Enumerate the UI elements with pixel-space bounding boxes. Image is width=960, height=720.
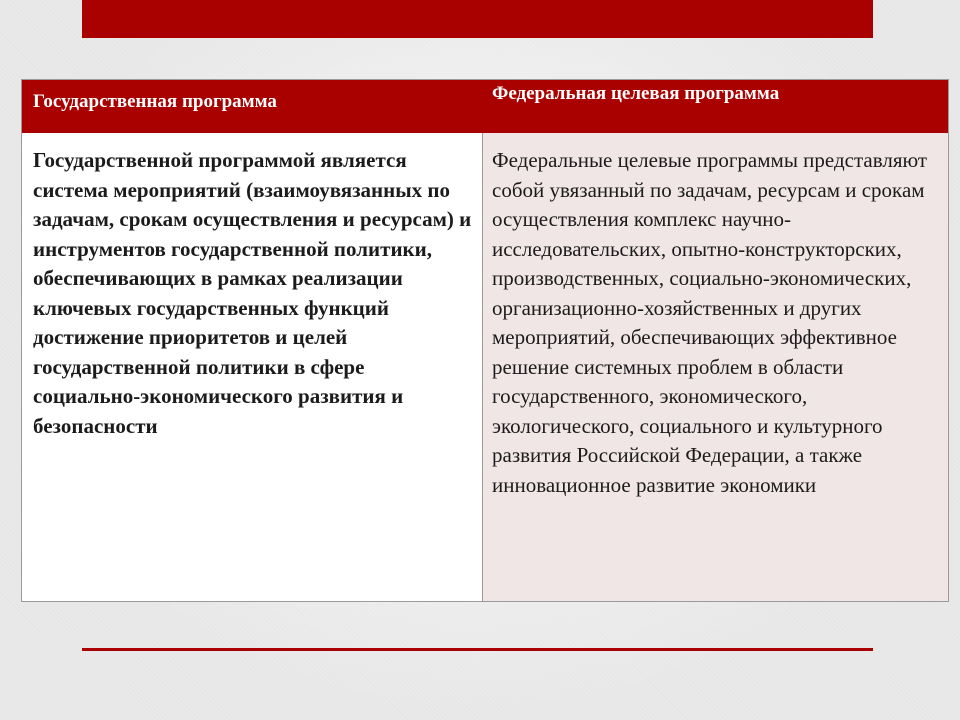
federal-target-program-definition: Федеральные целевые программы представляют собой увязанный по задачам, ресурсам и срокам осуществления комплекс научно-исследовательских, опытно-конструкторских, производственных, социально-экономических, организационно-хозяйственных и других мероприятий, обеспечивающих эффективное решение системных проблем в области государственного, экономического, экологического, социального и культурного развития Российской Федерации, а также инновационное развитие экономики [483, 133, 948, 601]
comparison-table [21, 79, 949, 602]
state-program-definition: Государственной программой является система мероприятий (взаимоувязанных по задачам, срокам осуществления и ресурсам) и инструментов государственной политики, обеспечивающих в рамках реализации ключевых государственных функций достижение приоритетов и целей государственной политики в сфере социально-экономического развития и безопасности [22, 133, 483, 601]
header-federal-target-program: Федеральная целевая программа [483, 80, 948, 133]
top-accent-bar [82, 0, 873, 38]
bottom-accent-line [82, 648, 873, 651]
header-state-program: Государственная программа [22, 80, 483, 133]
